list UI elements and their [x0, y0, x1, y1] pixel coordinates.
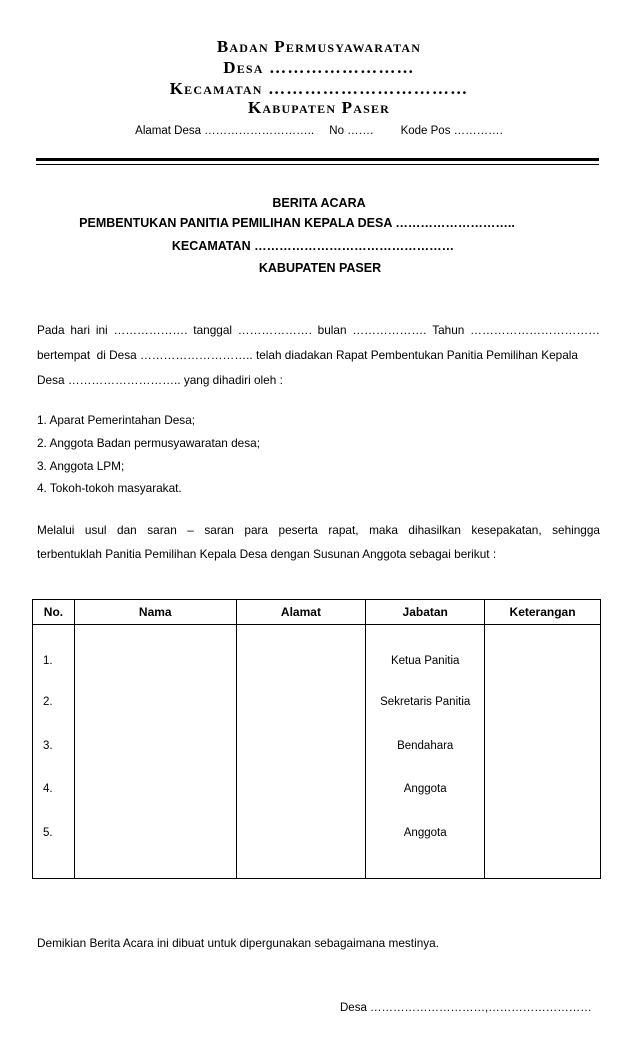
- cell-nama: [74, 799, 236, 879]
- header-alamat: Alamat: [236, 600, 366, 625]
- blank-hari: ……………….: [113, 323, 188, 337]
- attendee-item: 3. Anggota LPM;: [37, 459, 125, 473]
- cell-no: 4.: [33, 755, 75, 799]
- cell-no: 1.: [33, 625, 75, 669]
- header-no: No.: [33, 600, 75, 625]
- paragraph-result-line2: terbentuklah Panitia Pemilihan Kepala Desa dengan Susunan Anggota sebagai berikut :: [37, 547, 497, 561]
- doc-title: BERITA ACARA: [272, 196, 366, 210]
- cell-alamat: [236, 755, 366, 799]
- cell-nama: [74, 625, 236, 669]
- paragraph-result-line1: Melalui usul dan saran – saran para peserta rapat, maka dihasilkan kesepakatan, sehingga: [37, 523, 600, 537]
- blank-bulan: ……………….: [352, 323, 427, 337]
- cell-keterangan: [485, 712, 601, 756]
- blank-tahun: ……………………………: [470, 323, 600, 337]
- cell-jabatan: Ketua Panitia: [366, 625, 485, 669]
- attendee-item: 2. Anggota Badan permusyawaratan desa;: [37, 436, 260, 450]
- blank-tanggal: ……………….: [237, 323, 312, 337]
- cell-no: 2.: [33, 668, 75, 712]
- header-address: [0, 125, 638, 137]
- header-kabupaten: Kabupaten Paser: [247, 98, 391, 117]
- word: tanggal: [193, 323, 232, 337]
- table-row: [33, 755, 601, 799]
- cell-no: 3.: [33, 712, 75, 756]
- paragraph-opening-line3: Desa ……………………….. yang dihadiri oleh :: [37, 373, 283, 387]
- cell-jabatan: Anggota: [366, 799, 485, 879]
- doc-kecamatan: KECAMATAN …………………………………………: [171, 239, 455, 253]
- word: hari: [70, 323, 91, 337]
- cell-alamat: [236, 712, 366, 756]
- header-nama: Nama: [74, 600, 236, 625]
- closing-statement: Demikian Berita Acara ini dibuat untuk dipergunakan sebagaimana mestinya.: [37, 936, 439, 950]
- header-rule-thin: [36, 164, 599, 165]
- address-alamat: Alamat Desa ………………………..: [135, 125, 315, 137]
- cell-jabatan: Sekretaris Panitia: [366, 668, 485, 712]
- header-desa: Desa ……………………: [223, 58, 415, 77]
- word: Tahun: [432, 323, 465, 337]
- header-kecamatan: Kecamatan ……………………………: [169, 79, 469, 98]
- header-keterangan: Keterangan: [485, 600, 601, 625]
- header-institution: Badan Permusyawaratan: [216, 37, 422, 56]
- header-jabatan: Jabatan: [366, 600, 485, 625]
- cell-nama: [74, 668, 236, 712]
- cell-alamat: [236, 668, 366, 712]
- cell-alamat: [236, 625, 366, 669]
- paragraph-opening-line1: [37, 322, 600, 338]
- cell-no: 5.: [33, 799, 75, 879]
- cell-jabatan: Bendahara: [366, 712, 485, 756]
- attendee-item: 4. Tokoh-tokoh masyarakat.: [37, 481, 182, 495]
- word: bulan: [317, 323, 347, 337]
- table-row: [33, 668, 601, 712]
- cell-alamat: [236, 799, 366, 879]
- cell-jabatan: Anggota: [366, 755, 485, 799]
- table-row: [33, 799, 601, 879]
- table-row: [33, 625, 601, 669]
- table-header-row: [33, 600, 601, 625]
- cell-keterangan: [485, 755, 601, 799]
- committee-table: [32, 599, 601, 879]
- cell-keterangan: [485, 625, 601, 669]
- word: Pada: [37, 323, 65, 337]
- cell-nama: [74, 712, 236, 756]
- doc-subtitle: PEMBENTUKAN PANITIA PEMILIHAN KEPALA DESA ………………………..: [79, 216, 515, 230]
- doc-kabupaten: KABUPATEN PASER: [258, 261, 382, 275]
- header-rule-thick: [36, 158, 599, 161]
- word: ini: [95, 323, 108, 337]
- address-kodepos: Kode Pos ………….: [400, 125, 503, 137]
- address-no: No …….: [329, 125, 374, 137]
- cell-keterangan: [485, 799, 601, 879]
- paragraph-opening-line2: bertempat di Desa ……………………….. telah diadakan Rapat Pembentukan Panitia Pemilihan Kepala: [37, 348, 578, 362]
- cell-nama: [74, 755, 236, 799]
- signature-place-date: Desa …………………………,………………………: [340, 1002, 592, 1014]
- table-row: [33, 712, 601, 756]
- cell-keterangan: [485, 668, 601, 712]
- attendee-item: 1. Aparat Pemerintahan Desa;: [37, 413, 196, 427]
